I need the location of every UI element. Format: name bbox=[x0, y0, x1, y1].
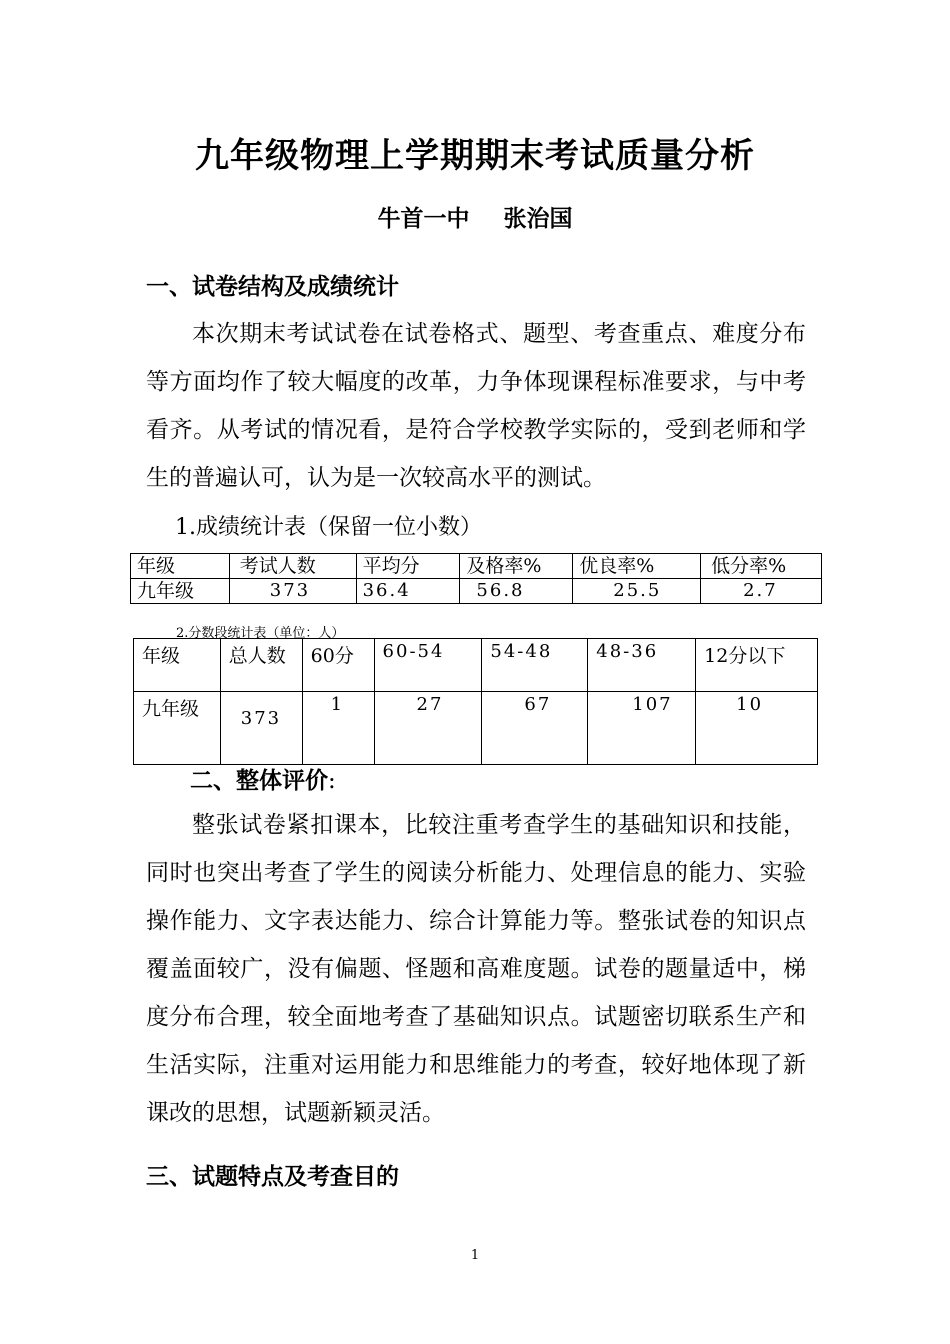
section2-heading-suffix: : bbox=[328, 768, 336, 794]
score-stats-table bbox=[130, 553, 822, 604]
table-cell: 2.7 bbox=[701, 579, 822, 604]
section2-heading bbox=[190, 762, 336, 795]
page-number: 1 bbox=[470, 1248, 480, 1263]
table-row bbox=[134, 692, 818, 765]
table-header-cell: 60-54 bbox=[374, 639, 482, 692]
section2-heading-text: 二、整体评价 bbox=[190, 767, 328, 794]
author-line bbox=[0, 200, 950, 233]
score-range-table bbox=[133, 638, 818, 765]
table-header-cell: 年级 bbox=[134, 639, 221, 692]
table2-caption: 2.分数段统计表（单位：人） bbox=[176, 626, 345, 641]
table-row bbox=[131, 579, 822, 604]
table-cell: 九年级 bbox=[131, 579, 230, 604]
table-header-row bbox=[134, 639, 818, 692]
table-header-cell: 年级 bbox=[131, 554, 230, 579]
table1-caption: 1.成绩统计表（保留一位小数） bbox=[175, 515, 482, 540]
table-cell: 1 bbox=[302, 692, 374, 765]
table-cell: 36.4 bbox=[356, 579, 460, 604]
section1-paragraph bbox=[146, 310, 806, 502]
table-cell: 373 bbox=[229, 579, 356, 604]
table-header-cell: 及格率% bbox=[460, 554, 573, 579]
table-header-cell: 优良率% bbox=[573, 554, 701, 579]
table-header-cell: 考试人数 bbox=[229, 554, 356, 579]
table-header-row bbox=[131, 554, 822, 579]
section1-heading: 一、试卷结构及成绩统计 bbox=[146, 273, 399, 300]
author-school: 牛首一中 bbox=[377, 205, 470, 232]
table-cell: 373 bbox=[220, 692, 302, 765]
table-header-cell: 低分率% bbox=[701, 554, 822, 579]
table-cell: 25.5 bbox=[573, 579, 701, 604]
table-header-cell: 平均分 bbox=[356, 554, 460, 579]
author-name: 张治国 bbox=[503, 205, 573, 232]
section1-paragraph-text: 本次期末考试试卷在试卷格式、题型、考查重点、难度分布等方面均作了较大幅度的改革，力争体现课程标准要求，与中考看齐。从考试的情况看，是符合学校教学实际的，受到老师和学生的普遍认可，认为是一次较高水平的测试。 bbox=[146, 321, 806, 491]
document-title: 九年级物理上学期期末考试质量分析 bbox=[195, 136, 755, 176]
table-cell: 56.8 bbox=[460, 579, 573, 604]
table-header-cell: 60分 bbox=[302, 639, 374, 692]
table-header-cell: 12分以下 bbox=[696, 639, 818, 692]
table-cell: 27 bbox=[374, 692, 482, 765]
table-header-cell: 48-36 bbox=[588, 639, 696, 692]
table-cell: 九年级 bbox=[134, 692, 221, 765]
table-cell: 10 bbox=[696, 692, 818, 765]
table-header-cell: 总人数 bbox=[220, 639, 302, 692]
table-header-cell: 54-48 bbox=[482, 639, 588, 692]
section2-paragraph bbox=[146, 801, 806, 1137]
section3-heading: 三、试题特点及考查目的 bbox=[146, 1163, 399, 1190]
table-cell: 67 bbox=[482, 692, 588, 765]
section2-paragraph-text: 整张试卷紧扣课本，比较注重考查学生的基础知识和技能，同时也突出考查了学生的阅读分析能力、处理信息的能力、实验操作能力、文字表达能力、综合计算能力等。整张试卷的知识点覆盖面较广，没有偏题、怪题和高难度题。试卷的题量适中，梯度分布合理，较全面地考查了基础知识点。试题密切联系生产和生活实际，注重对运用能力和思维能力的考查，较好地体现了新课改的思想，试题新颖灵活。 bbox=[146, 812, 806, 1126]
table-cell: 107 bbox=[588, 692, 696, 765]
